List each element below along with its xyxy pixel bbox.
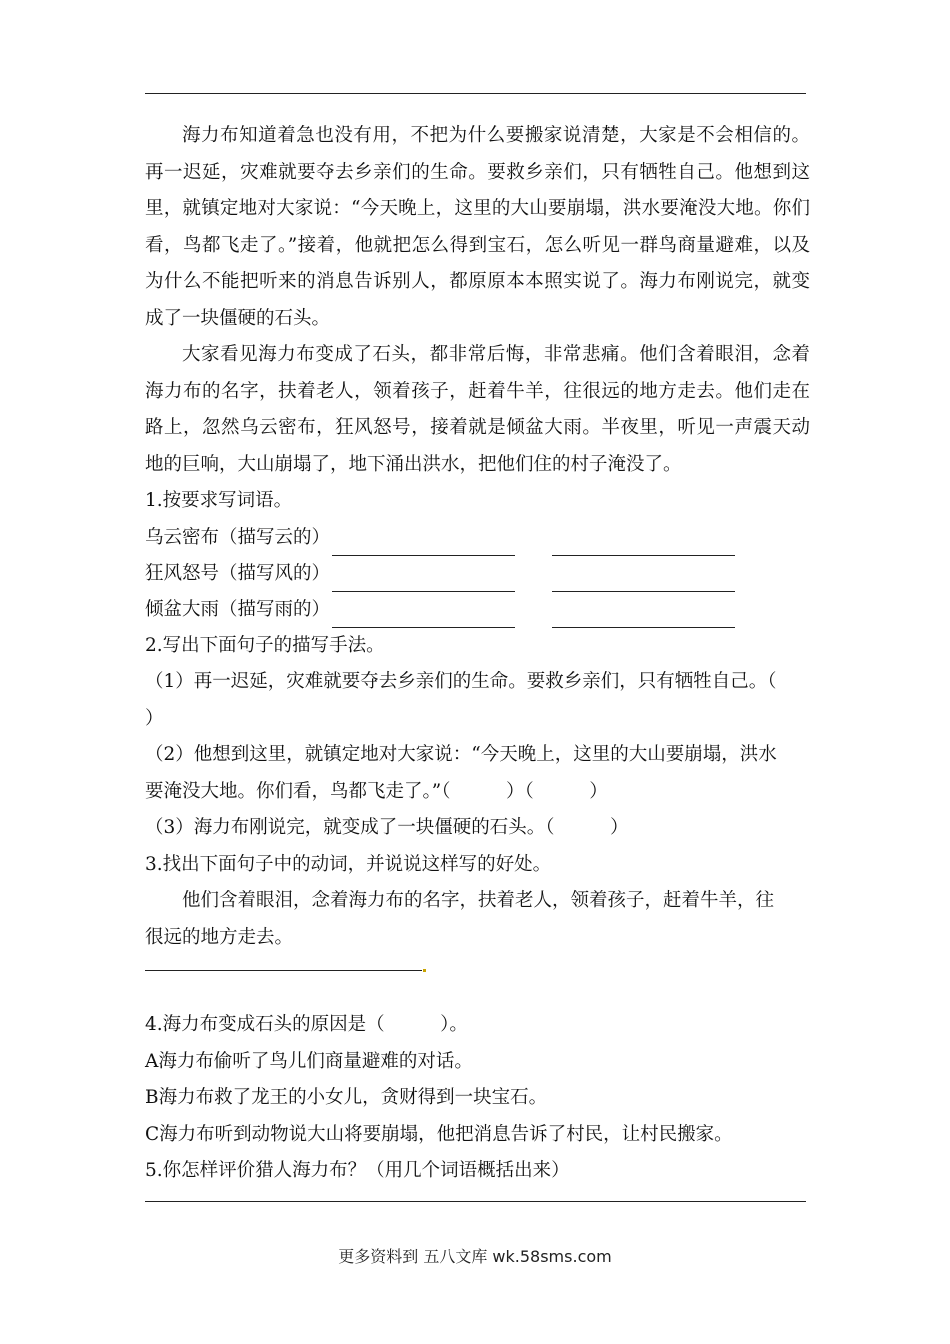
q4-option-c: C海力布听到动物说大山将要崩塌，他把消息告诉了村民，让村民搬家。 [145, 1123, 733, 1145]
q1-row-label: 狂风怒号（描写风的） [145, 562, 331, 584]
answer-blank[interactable] [552, 569, 735, 592]
q1-row-rain [145, 592, 810, 628]
bottom-rule [145, 1201, 806, 1202]
q2-item-2-cont: 要淹没大地。你们看，鸟都飞走了。”（ ）（ ） [145, 780, 608, 802]
question-4-title: 4.海力布变成石头的原因是（ ）。 [145, 1014, 468, 1035]
q4-option-a: A海力布偷听了鸟儿们商量避难的对话。 [145, 1050, 473, 1072]
answer-blank[interactable] [552, 533, 735, 556]
footer-text: 更多资料到 五八文库 wk.58sms.com [338, 1247, 612, 1266]
q3-sentence-line-1: 他们含着眼泪，念着海力布的名字，扶着老人，领着孩子，赶着牛羊，往 [182, 890, 775, 911]
question-3-title: 3.找出下面句子中的动词，并说说这样写的好处。 [145, 853, 552, 875]
q2-item-1-close: ） [145, 707, 164, 729]
passage-paragraph-1: 海力布知道着急也没有用，不把为什么要搬家说清楚，大家是不会相信的。再一迟延，灾难就要夺去乡亲们的生命。要救乡亲们，只有牺牲自己。他想到这里，就镇定地对大家说：“今天晚上，这里的大山要崩塌，洪水要淹没大地。你们看，鸟都飞走了。”接着，他就把怎么得到宝石，怎么听见一群鸟商量避难，以及为什么不能把听来的消息告诉别人，都原原本本照实说了。海力布刚说完，就变成了一块僵硬的石头。 [145, 125, 810, 329]
answer-blank[interactable] [332, 605, 515, 628]
q1-row-label: 乌云密布（描写云的） [145, 526, 331, 548]
q4-option-b: B海力布救了龙王的小女儿，贪财得到一块宝石。 [145, 1087, 548, 1108]
q2-item-1: （1）再一迟延，灾难就要夺去乡亲们的生命。要救乡亲们，只有牺牲自己。（ [145, 671, 777, 692]
q3-sentence-line-2: 很远的地方走去。 [145, 926, 294, 948]
q1-row-label: 倾盆大雨（描写雨的） [145, 598, 331, 620]
q2-item-2: （2）他想到这里，就镇定地对大家说：“今天晚上，这里的大山要崩塌，洪水 [145, 744, 777, 765]
top-rule [145, 93, 806, 94]
question-2-title: 2.写出下面句子的描写手法。 [145, 634, 385, 656]
passage-paragraph-2: 大家看见海力布变成了石头，都非常后悔，非常悲痛。他们含着眼泪，念着海力布的名字，扶着老人，领着孩子，赶着牛羊，往很远的地方走去。他们走在路上，忽然乌云密布，狂风怒号，接着就是倾盆大雨。半夜里，听见一声震天动地的巨响，大山崩塌了，地下涌出洪水，把他们住的村子淹没了。 [145, 344, 810, 475]
answer-blank[interactable] [552, 605, 735, 628]
worksheet-page [145, 118, 810, 1190]
q1-row-clouds [145, 520, 810, 556]
question-1-title: 1.按要求写词语。 [145, 490, 293, 511]
reading-passage [145, 118, 810, 483]
q2-item-3: （3）海力布刚说完，就变成了一块僵硬的石头。（ ） [145, 817, 629, 838]
answer-blank[interactable] [332, 569, 515, 592]
question-5-title: 5.你怎样评价猎人海力布？（用几个词语概括出来） [145, 1160, 570, 1181]
q1-row-wind [145, 556, 810, 592]
q3-answer-line[interactable] [145, 960, 422, 971]
mark-dot [423, 969, 426, 972]
answer-blank[interactable] [332, 533, 515, 556]
